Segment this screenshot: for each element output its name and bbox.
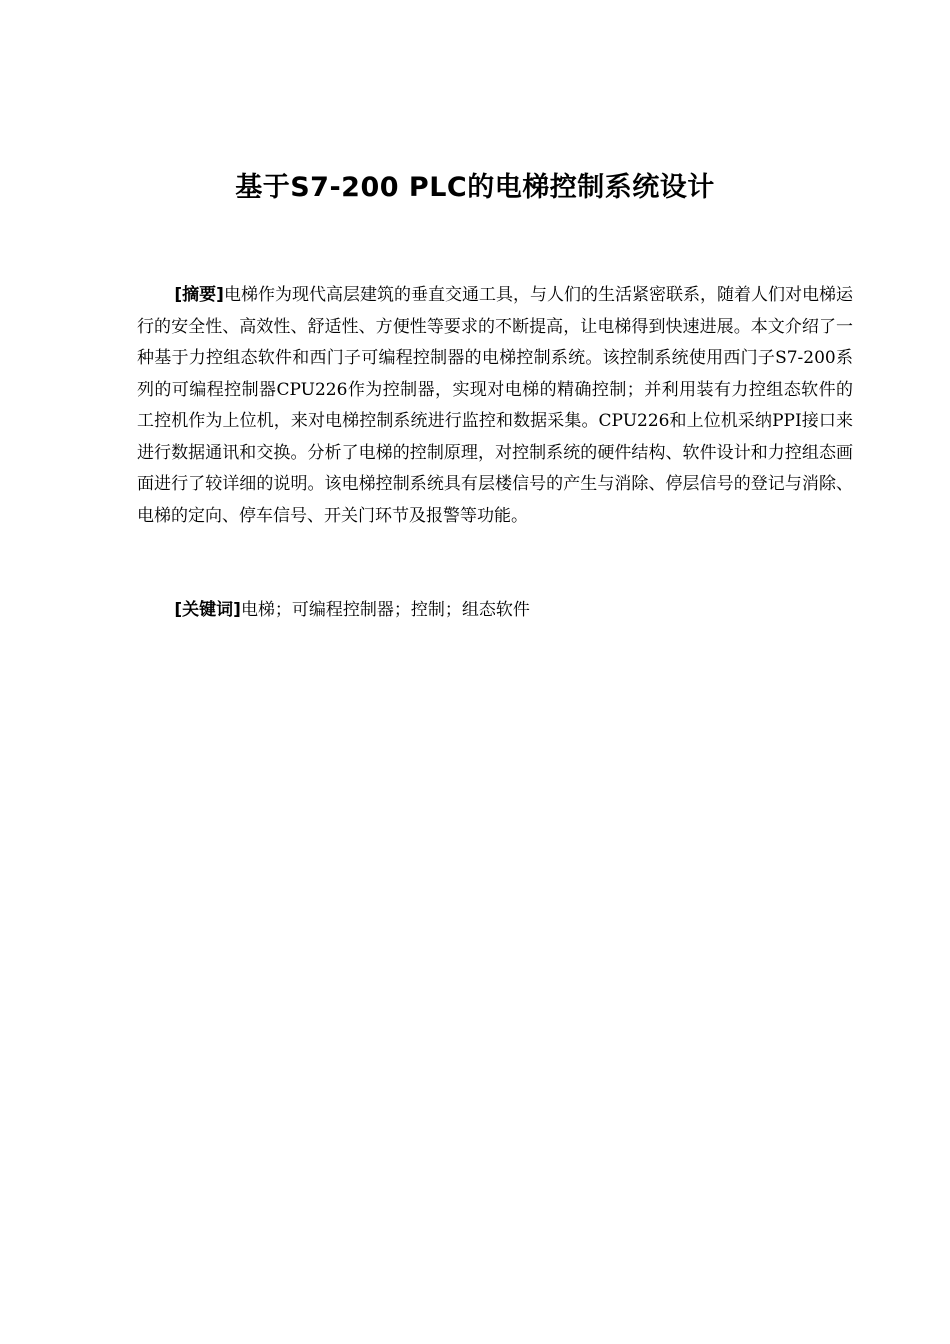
keywords-text: 电梯；可编程控制器；控制；组态软件 xyxy=(240,600,530,620)
abstract-paragraph xyxy=(137,280,853,532)
keywords-paragraph xyxy=(137,595,853,627)
abstract-text: 电梯作为现代高层建筑的垂直交通工具，与人们的生活紧密联系，随着人们对电梯运行的安全性、高效性、舒适性、方便性等要求的不断提高，让电梯得到快速进展。本文介绍了一种基于力控组态软件和西门子可编程控制器的电梯控制系统。该控制系统使用西门子S7-200系列的可编程控制器CPU226作为控制器，实现对电梯的精确控制；并利用装有力控组态软件的工控机作为上位机，来对电梯控制系统进行监控和数据采集。CPU226和上位机采纳PPI接口来进行数据通讯和交换。分析了电梯的控制原理，对控制系统的硬件结构、软件设计和力控组态画面进行了较详细的说明。该电梯控制系统具有层楼信号的产生与消除、停层信号的登记与消除、电梯的定向、停车信号、开关门环节及报警等功能。 xyxy=(137,285,853,526)
document-title: 基于S7-200 PLC的电梯控制系统设计 xyxy=(235,172,715,203)
keywords-label: [关键词] xyxy=(174,600,241,620)
abstract-label: [摘要] xyxy=(174,285,224,305)
